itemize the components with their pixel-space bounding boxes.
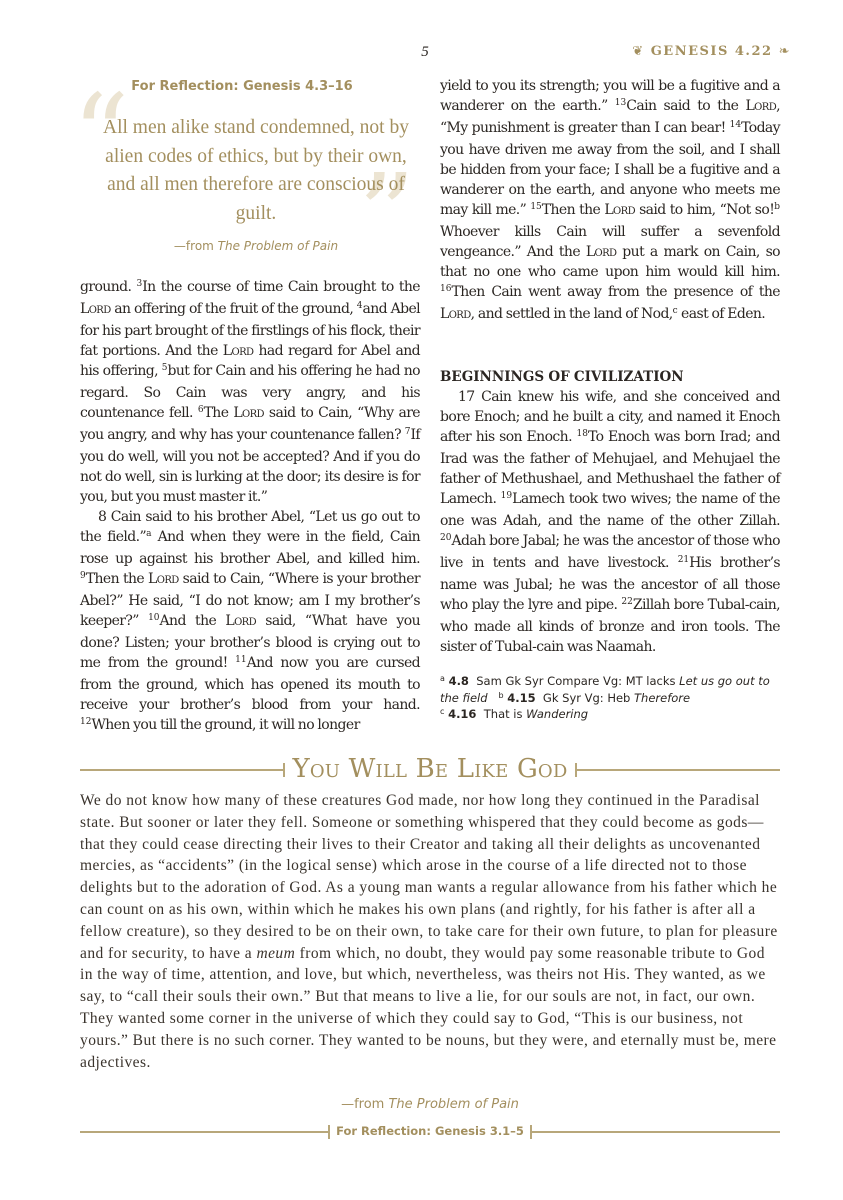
verse-number: 10 <box>148 613 160 623</box>
essay-title: You Will Be Like God <box>292 754 568 784</box>
essay-source <box>80 1097 780 1112</box>
ornament-left-icon: ❦ <box>632 44 645 59</box>
scripture-paragraph: yield to you its strength; you will be a fugitive and a wanderer on the earth.” $^{13}$Cain said to the Lord, “My punishment is greater than I can bear! $^{14}$Today you have driven me away from the soil, and I shall be hidden from your face; I shall be a fugitive and a wanderer on the earth, and anyone who meets me may kill me.” $^{15}$Then the Lord said to him, “Not so!$^b$ Whoever kills Cain will suffer a sevenfold vengeance.” And the Lord put a mark on Cain, so that no one who came upon him would kill him. $^{16}$Then Cain went away from the presence of the Lord, and settled in the land of Nod,$^c$ east of Eden. <box>440 78 780 322</box>
footnote-marker: b <box>774 202 780 212</box>
verse-number: 7 <box>404 427 411 437</box>
footnote-c: $^c$ 4.16 That is Wandering <box>440 707 589 721</box>
verse-number: 20 <box>440 533 452 543</box>
divine-name: Lord <box>604 202 635 218</box>
divine-name: Lord <box>225 613 257 629</box>
source-title: The Problem of Pain <box>388 1097 519 1112</box>
footnote-marker: a <box>146 529 152 539</box>
scripture-paragraph: 8 Cain said to his brother Abel, “Let us go out to the field.”$^a$ And when they were in the field, Cain rose up against his brother Abel, and killed him. $^9$Then the Lord said to Cain, “Where is your brother Abel?” He said, “I do not know; am I my brother’s keeper?” $^{10}$And the Lord said, “What have you done? Listen; your brother’s blood is crying out to me from the ground! $^{11}$And now you are cursed from the ground, which has opened its mouth to receive your brother’s blood from your hand. $^{12}$When you till the ground, it will no longer <box>80 509 421 733</box>
ornament-right-icon: ❧ <box>778 44 791 59</box>
running-head-label: GENESIS 4.22 <box>650 44 773 59</box>
divine-name: Lord <box>222 343 254 359</box>
verse-number: 9 <box>80 571 86 581</box>
verse-number: 21 <box>677 555 690 565</box>
verse-number: 5 <box>161 363 168 373</box>
footnotes <box>440 674 780 724</box>
scripture-section <box>440 367 780 657</box>
scripture-column-left <box>80 277 420 737</box>
source-prefix: —from <box>173 239 218 253</box>
source-title: The Problem of Pain <box>217 239 339 253</box>
verse-number: 12 <box>80 717 92 727</box>
pull-quote-reflection-label: For Reflection: Genesis 4.3–16 <box>131 79 353 94</box>
verse-number: 14 <box>729 120 742 130</box>
divine-name: Lord <box>148 571 179 587</box>
divine-name: Lord <box>745 98 777 114</box>
section-heading: BEGINNINGS OF CIVILIZATION <box>440 369 684 385</box>
verse-number-inline: 17 <box>458 389 475 405</box>
divine-name: Lord <box>440 306 471 322</box>
banner-tick-left <box>283 763 285 777</box>
divine-name: Lord <box>80 301 111 317</box>
banner-rule-left <box>80 769 283 771</box>
open-quote-icon: “ <box>72 71 130 201</box>
verse-number-inline: 8 <box>98 509 107 525</box>
verse-number: 16 <box>440 284 452 294</box>
source-prefix: —from <box>341 1097 389 1112</box>
pull-quote-text: All men alike stand condemned, not by alien codes of ethics, but by their own, and all men therefore are conscious of guilt. <box>103 117 409 224</box>
page-number: 5 <box>421 44 429 60</box>
essay-body: We do not know how many of these creatures God made, nor how long they continued in the Paradisal state. But sooner or later they fell. Someone or something whispered that they could become as gods—that they could cease directing their lives to their Creator and taking all their delights as uncovenanted mercies, as “accidents” (in the logical sense) which arose in the course of a life directed not to those delights but to the adoration of God. As a young man wants a regular allowance from his father which he can count on as his own, within which he makes his own plans (and rightly, for his father is after all a fellow creature), so they desired to be on their own, to take care for their own future, to plan for pleasure and for security, to have a meum from which, no doubt, they would pay some reasonable tribute to God in the way of time, attention, and love, but which, nevertheless, was theirs not His. They wanted, as we say, to “call their souls their own.” But that means to live a lie, for our souls are not, in fact, our own. They wanted some corner in the universe of which they could say to God, “This is our business, not yours.” But there is no such corner. They wanted to be nouns, but they were, and eternally must be, mere adjectives. <box>80 792 778 1071</box>
banner-tick-right <box>575 763 577 777</box>
verse-number: 13 <box>614 98 627 108</box>
pull-quote-source <box>96 239 416 253</box>
verse-number: 19 <box>500 491 513 501</box>
footnote-a: $^a$ 4.8 Sam Gk Syr Compare Vg: MT lacks Let us go out to the field $^b$ 4.15 Gk Syr Vg: Heb Therefore <box>440 674 770 705</box>
verse-number: 18 <box>576 429 588 439</box>
footnote-marker: c <box>672 306 678 316</box>
scripture-paragraph: 17 Cain knew his wife, and she conceived and bore Enoch; and he built a city, and named it Enoch after his son Enoch. $^{18}$To Enoch was born Irad; and Irad was the father of Mehujael, and Mehujael the father of Methushael, and Methushael the father of Lamech. $^{19}$Lamech took two wives; the name of the one was Adah, and the name of the other Zillah. $^{20}$Adah bore Jabal; he was the ancestor of those who live in tents and have livestock. $^{21}$His brother’s name was Jubal; he was the ancestor of all those who play the lyre and pipe. $^{22}$Zillah bore Tubal-cain, who made all kinds of bronze and iron tools. The sister of Tubal-cain was Naamah. <box>440 389 781 655</box>
verse-number: 3 <box>136 279 143 289</box>
bottom-tick-right <box>530 1125 532 1139</box>
verse-number: 22 <box>621 597 633 607</box>
verse-number: 4 <box>356 301 363 311</box>
close-quote-icon: ” <box>358 151 416 281</box>
scripture-paragraph: ground. $^3$In the course of time Cain brought to the Lord an offering of the fruit of the ground, $^4$and Abel for his part brought of the firstlings of his flock, their fat portions. And the Lord had regard for Abel and his offering, $^5$but for Cain and his offering he had no regard. So Cain was very angry, and his countenance fell. $^6$The Lord said to Cain, “Why are you angry, and why has your countenance fallen? $^7$If you do well, will you not be accepted? And if you do not do well, sin is lurking at the door; its desire is for you, but you must master it.” <box>80 279 421 505</box>
banner-rule-right <box>575 769 780 771</box>
divine-name: Lord <box>585 244 617 260</box>
verse-number: 6 <box>197 405 204 415</box>
scripture-column-right <box>440 76 780 326</box>
essay-reflection-label: For Reflection: Genesis 3.1–5 <box>330 1124 530 1138</box>
running-head <box>632 44 791 59</box>
italic-word: meum <box>256 944 296 962</box>
divine-name: Lord <box>233 405 264 421</box>
verse-number: 11 <box>235 655 247 665</box>
verse-number: 15 <box>530 202 542 212</box>
